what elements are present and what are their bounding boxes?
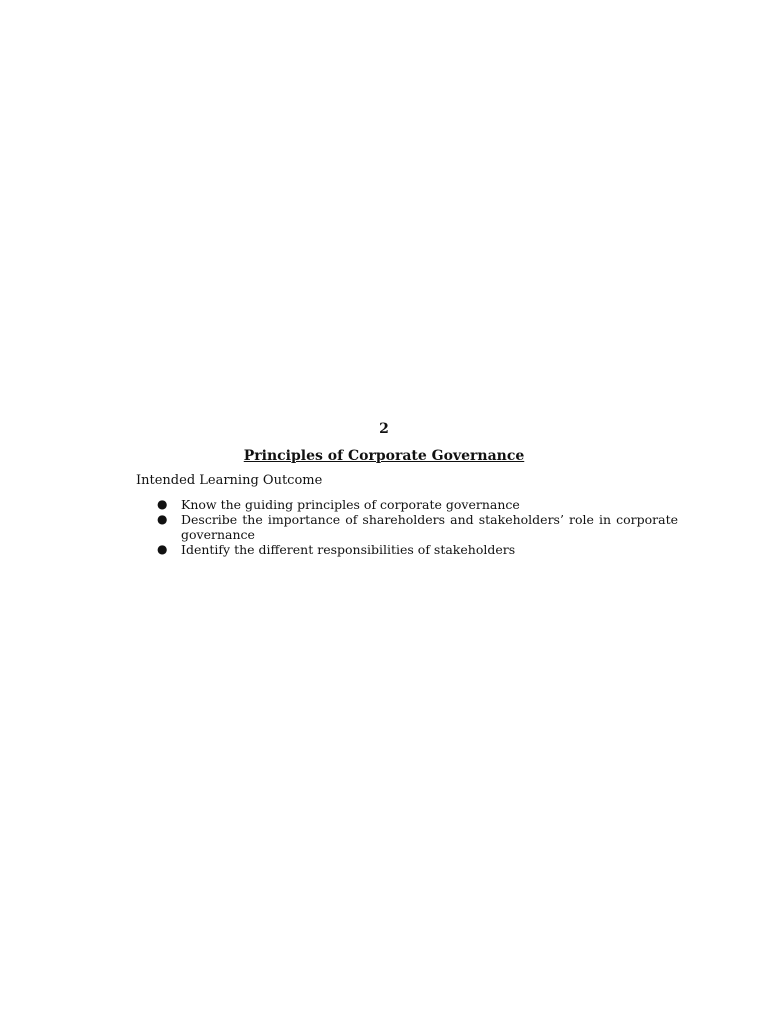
list-item — [136, 512, 678, 542]
bullet-icon: ● — [157, 497, 168, 511]
list-item-text: Identify the different responsibilities of stakeholders — [181, 542, 516, 557]
bullet-icon: ● — [157, 512, 168, 526]
bullet-icon: ● — [157, 542, 168, 556]
list-item-text: Know the guiding principles of corporate governance — [181, 497, 520, 512]
list-item — [136, 542, 678, 557]
chapter-number: 2 — [379, 421, 389, 437]
list-item-text: Describe the importance of shareholders and stakeholders’ role in corporate governance — [181, 512, 678, 542]
learning-outcomes-list — [136, 497, 678, 557]
section-heading: Intended Learning Outcome — [136, 473, 323, 488]
list-item — [136, 497, 678, 512]
chapter-title: Principles of Corporate Governance — [243, 448, 525, 464]
